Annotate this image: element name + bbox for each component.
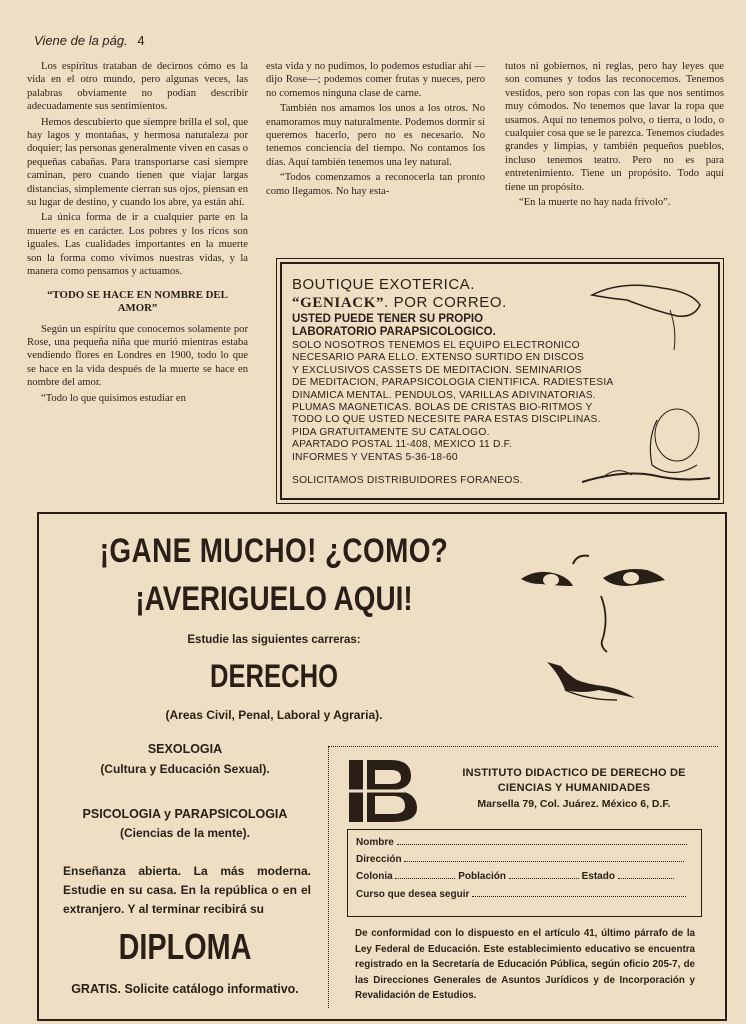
- boutique-line: INFORMES Y VENTAS 5-36-18-60: [292, 451, 458, 463]
- course-field[interactable]: [356, 888, 686, 900]
- boutique-line: NECESARIO PARA ELLO. EXTENSO SURTIDO EN DISCOS: [292, 352, 585, 364]
- career-sexologia-detail: (Cultura y Educación Sexual).: [100, 762, 270, 776]
- paragraph: Según un espíritu que conocemos solamente por Rose, una pequeña niña que murió mientras estaba vendiendo flores en Londres en 1900, todo lo que se hace en la vida después de la muerte se hace en nombre del amor.: [27, 323, 248, 389]
- poblacion-line: [509, 870, 579, 879]
- address-line: [404, 853, 684, 862]
- paragraph: “En la muerte no hay nada frívolo”.: [519, 197, 671, 209]
- name-label: Nombre: [356, 837, 394, 848]
- institute-logo-icon: [347, 756, 421, 826]
- boutique-name-line: [292, 294, 507, 312]
- paragraph: Los espíritus trataban de decirnos cómo es la vida en el otro mundo, pero algunas veces, las palabras obviamente no podían describir adecuadamente sus sentimientos.: [27, 61, 248, 113]
- face-illustration-icon: [507, 534, 707, 704]
- diploma-heading: DIPLOMA: [118, 926, 252, 967]
- boutique-name: “GENIACK”: [292, 295, 385, 311]
- course-line: [472, 888, 686, 897]
- colonia-line: [395, 870, 455, 879]
- coupon-border-vertical: [328, 746, 329, 1008]
- article-column-1: [27, 60, 248, 407]
- name-field[interactable]: [356, 836, 687, 848]
- open-teaching-text: Enseñanza abierta. La más moderna. Estudie en su casa. En la república o en el extranjero. Y al terminar recibirá su: [63, 864, 311, 916]
- paragraph: esta vida y no pudimos, lo podemos estudiar ahí —dijo Rose—; podemos comer frutas y nueces, pero no comemos ninguna clase de carne.: [266, 61, 485, 99]
- coupon-form: [347, 829, 702, 917]
- boutique-line: PIDA GRATUITAMENTE SU CATALOGO.: [292, 426, 490, 438]
- school-ad: [37, 512, 727, 1021]
- boutique-by-mail: . POR CORREO.: [384, 294, 507, 311]
- boutique-line: DE MEDITACION, PARAPSICOLOGIA CIENTIFICA. RADIESTESIA: [292, 377, 614, 389]
- paragraph: tutos ni gobiernos, ni reglas, pero hay leyes que son comunes y todos las reconocemos. Tenemos vestidos, pero son ropas con las que nos sentimos muy cómodos. No tenemos que lavar la ropa que usamos. Aquí no tenemos polvo, o tierra, o lodo, o cualquier cosa que se le parezca. Tenemos ciudades grandes y limpias, y también pequeños pueblos, incluso tenemos teatro. Pero no es para entretenimiento. Tiene un propósito. Todo aquí tiene un propósito.: [505, 61, 724, 193]
- paragraph: La única forma de ir a cualquier parte en la muerte es en carácter. Los pobres y los ricos son iguales. Las cualidades importantes en la muerte son la forma como vivimos nuestras vidas, y la manera como pensamos y actuamos.: [27, 212, 248, 278]
- boutique-headline-1: USTED PUEDE TENER SU PROPIO: [292, 313, 484, 325]
- institute-name-line-2: CIENCIAS Y HUMANIDADES: [497, 782, 651, 794]
- boutique-solicit: SOLICITAMOS DISTRIBUIDORES FORANEOS.: [292, 475, 523, 486]
- career-sexologia: SEXOLOGIA: [147, 742, 223, 756]
- institute-name-line-1: INSTITUTO DIDACTICO DE DERECHO DE: [462, 767, 686, 779]
- paragraph: También nos amamos los unos a los otros. No enamoramos muy naturalmente. Podemos dormir si queremos hacerlo, pero no es necesario. No tenemos conciencia del tiempo. No contamos los días. Aquí también tenemos una ley natural.: [266, 103, 485, 168]
- page-number: 4: [137, 33, 145, 48]
- colonia-field[interactable]: [356, 870, 674, 882]
- boutique-line: TODO LO QUE USTED NECESITE PARA ESTAS DISCIPLINAS.: [292, 414, 601, 426]
- address-label: Dirección: [356, 854, 402, 865]
- paragraph: Hemos descubierto que siempre brilla el sol, que hay lagos y montañas, y hermosa naturaleza por doquier; las personas generalmente viven en casas o pequeñas cabañas. Para transportarse casi siempre caminan, pero cuando tienen que viajar largas distancias, simplemente cierran sus ojos, piensan en su lugar de destino, y cuando los abre, ya están ahí.: [27, 116, 248, 209]
- boutique-line: APARTADO POSTAL 11-408, MEXICO 11 D.F.: [292, 439, 513, 451]
- legal-notice: De conformidad con lo dispuesto en el artículo 41, último párrafo de la Ley Federal de Educación. Este establecimiento educativo se encuentra registrado en la Secretaría de Educación Pública, según oficio 205-7, de las Direcciones Generales de Asuntos Jurídicos y de Incorporación y Revalidación de Estudios.: [355, 928, 695, 1001]
- career-psicologia-detail: (Ciencias de la mente).: [119, 826, 251, 840]
- paragraph: “Todo lo que quisimos estudiar en: [41, 392, 186, 404]
- career-derecho: DERECHO: [209, 658, 338, 694]
- poblacion-label: Población: [458, 871, 507, 882]
- continued-from-label: Viene de la pág.: [34, 33, 128, 48]
- crystal-hand-illustration-icon: [582, 270, 712, 492]
- colonia-label: Colonia: [356, 871, 393, 882]
- ad-headline-2: ¡AVERIGUELO AQUI!: [135, 580, 413, 618]
- page-header: [34, 33, 145, 48]
- career-derecho-detail: (Areas Civil, Penal, Laboral y Agraria).: [165, 708, 383, 722]
- course-label: Curso que desea seguir: [356, 889, 470, 900]
- boutique-line: SOLO NOSOTROS TENEMOS EL EQUIPO ELECTRONICO: [292, 340, 580, 351]
- estado-line: [618, 870, 674, 879]
- institute-name: [439, 766, 709, 796]
- subheading: “TODO SE HACE EN NOMBRE DEL AMOR”: [47, 288, 228, 314]
- article-column-2: [266, 60, 485, 200]
- free-catalog-text: GRATIS. Solicite catálogo informativo.: [71, 982, 299, 996]
- name-line: [397, 836, 687, 845]
- boutique-line: PLUMAS MAGNETICAS. BOLAS DE CRISTAS BIO-RITMOS Y: [292, 402, 593, 414]
- estado-label: Estado: [581, 871, 615, 882]
- boutique-line: Y EXCLUSIVOS CASSETS DE MEDITACION. SEMINARIOS: [292, 364, 582, 376]
- boutique-title: BOUTIQUE EXOTERICA.: [292, 276, 475, 293]
- article-column-3: [505, 60, 724, 211]
- study-intro: Estudie las siguientes carreras:: [187, 634, 361, 646]
- boutique-line: DINAMICA MENTAL. PENDULOS, VARILLAS ADIVINATORIAS.: [292, 389, 596, 401]
- boutique-ad: [280, 262, 720, 500]
- ad-headline-1: ¡GANE MUCHO! ¿COMO?: [99, 532, 449, 570]
- career-psicologia: PSICOLOGIA y PARAPSICOLOGIA: [82, 807, 288, 821]
- boutique-headline: [292, 313, 496, 339]
- coupon-border-horizontal: [328, 746, 718, 747]
- address-field[interactable]: [356, 853, 684, 865]
- paragraph: “Todos comenzamos a reconocerla tan pronto como llegamos. No hay esta-: [266, 172, 485, 197]
- boutique-headline-2: LABORATORIO PARAPSICOLOGICO.: [292, 326, 496, 338]
- institute-address: Marsella 79, Col. Juárez. México 6, D.F.: [477, 798, 671, 810]
